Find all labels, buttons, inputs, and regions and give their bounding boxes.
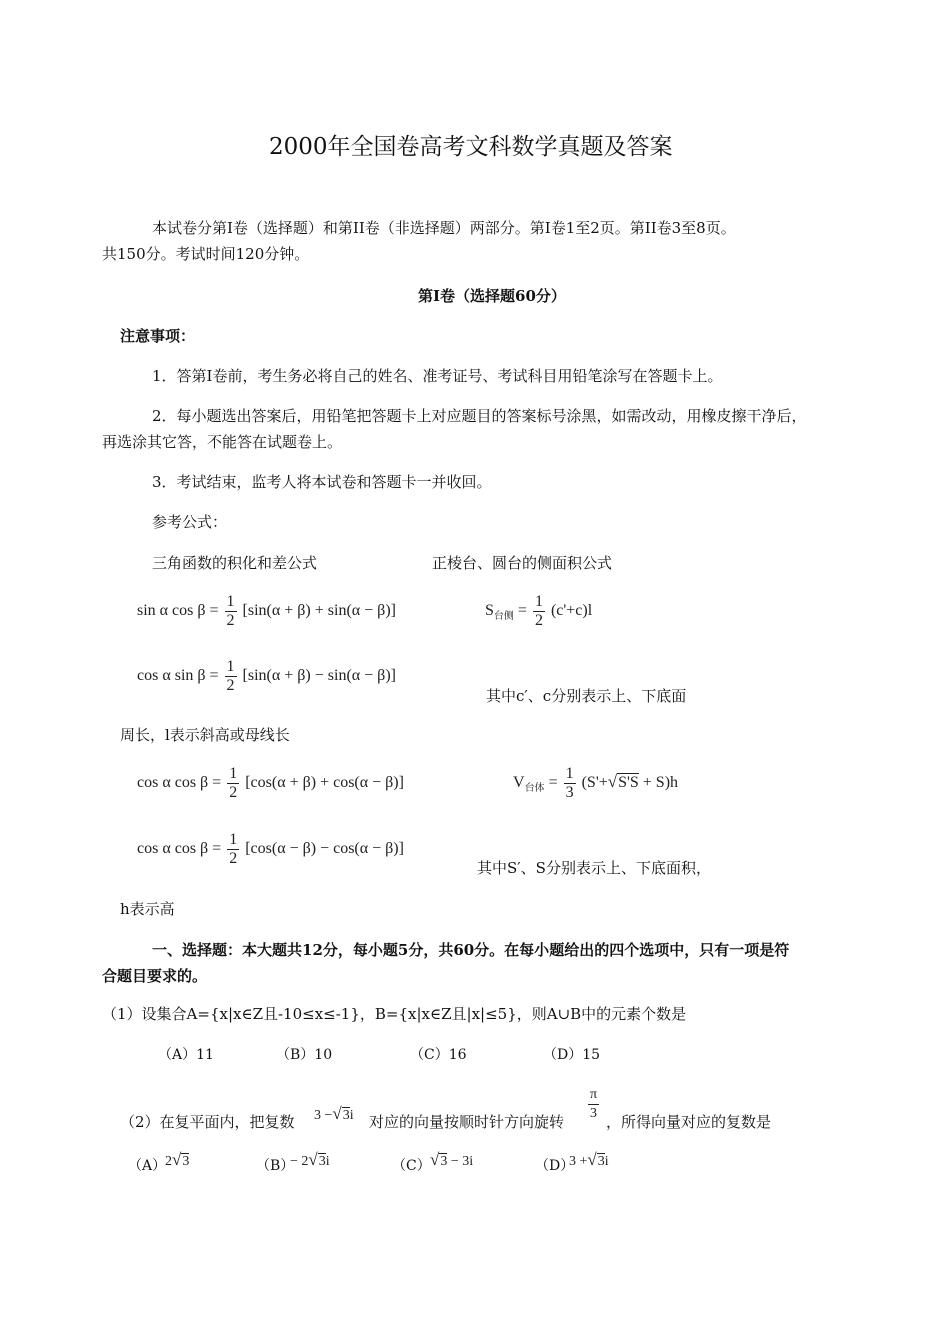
frustum-heading: 正棱台、圆台的侧面积公式 [432, 554, 613, 572]
note-2-cont: 再选涂其它答，不能答在试题卷上。 [102, 433, 343, 451]
q2-stem-c: ，所得向量对应的复数是 [606, 1113, 772, 1131]
choice-heading-2: 合题目要求的。 [102, 967, 208, 985]
radical-icon: √ [607, 772, 618, 792]
trig-heading: 三角函数的积化和差公式 [152, 554, 318, 572]
q1-option-b: （B）10 [276, 1047, 333, 1063]
q2-stem-a: （2）在复平面内，把复数 [120, 1113, 295, 1131]
q1-option-a: （A）11 [158, 1047, 214, 1063]
q2-option-c: √3 − 3i [430, 1150, 474, 1169]
radical-icon: √ [587, 1150, 597, 1169]
q1-stem: （1）设集合A={x|x∈Z且-10≤x≤-1}，B={x|x∈Z且|x|≤5}，则A∪B中的元素个数是 [102, 1005, 687, 1023]
radical-icon: √ [430, 1150, 440, 1169]
section-heading: 第Ⅰ卷（选择题60分） [418, 287, 566, 305]
s-note-2: 周长，l表示斜高或母线长 [120, 726, 290, 744]
q2-option-a-label: （A） [128, 1158, 167, 1174]
note-3: 3．考试结束，监考人将本试卷和答题卡一并收回。 [152, 473, 492, 491]
q1-option-c: （C）16 [410, 1047, 467, 1063]
radical-icon: √ [172, 1150, 182, 1169]
radical-icon: √ [308, 1150, 318, 1169]
intro-line-1: 本试卷分第Ⅰ卷（选择题）和第II卷（非选择题）两部分。第Ⅰ卷1至2页。第II卷3至8页。 [152, 219, 736, 237]
s-note-1: 其中c′、c分别表示上、下底面 [486, 687, 687, 705]
formula-sin-cos: sin α cos β = $\frac{1}{2}$ [sin(α + β) + sin(α − β)] [137, 593, 396, 629]
page-title: 2000年全国卷高考文科数学真题及答案 [269, 134, 673, 160]
ref-formula-label: 参考公式： [152, 513, 228, 531]
formula-frustum-area: $S_{台侧}$ = $\frac{1}{2}$ (c'+c)l [485, 593, 593, 629]
formula-cos-cos-diff: cos α cos β = $\frac{1}{2}$ [cos(α − β) − cos(α − β)] [137, 831, 404, 867]
q2-complex: 3 −√3i [314, 1104, 354, 1123]
note-1: 1．答第Ⅰ卷前，考生务必将自己的姓名、准考证号、考试科目用铅笔涂写在答题卡上。 [152, 367, 723, 385]
note-2: 2．每小题选出答案后，用铅笔把答题卡上对应题目的答案标号涂黑，如需改动，用橡皮擦干净后， [152, 407, 807, 425]
formula-cos-cos-sum: cos α cos β = $\frac{1}{2}$ [cos(α + β) + cos(α − β)] [137, 765, 404, 801]
formula-cos-sin: cos α sin β = $\frac{1}{2}$ [sin(α + β) − sin(α − β)] [137, 658, 396, 694]
q2-angle: $\frac{\pi}{3}$ [590, 1087, 598, 1121]
q2-option-d: 3 +√3i [569, 1150, 609, 1169]
v-note-1: 其中S′、S分别表示上、下底面积， [477, 859, 711, 877]
notes-heading: 注意事项： [120, 327, 196, 345]
q2-option-b: − 2√3i [290, 1150, 330, 1169]
choice-heading-1: 一、选择题：本大题共12分，每小题5分，共60分。在每小题给出的四个选项中，只有一项是符 [152, 941, 790, 959]
q1-option-d: （D）15 [543, 1047, 601, 1063]
intro-line-2: 共150分。考试时间120分钟。 [102, 245, 310, 263]
q2-option-a: 2√3 [165, 1150, 190, 1169]
q2-stem-b: 对应的向量按顺时针方向旋转 [369, 1113, 565, 1131]
q2-option-b-label: （B） [256, 1158, 295, 1174]
q2-option-c-label: （C） [392, 1158, 431, 1174]
radical-icon: √ [332, 1104, 342, 1123]
v-note-2: h表示高 [120, 900, 175, 918]
formula-frustum-volume: $V_{台体}$ = $\frac{1}{3}$ (S'+√S'S + S)h [513, 765, 679, 801]
q2-option-d-label: （D） [535, 1158, 575, 1174]
